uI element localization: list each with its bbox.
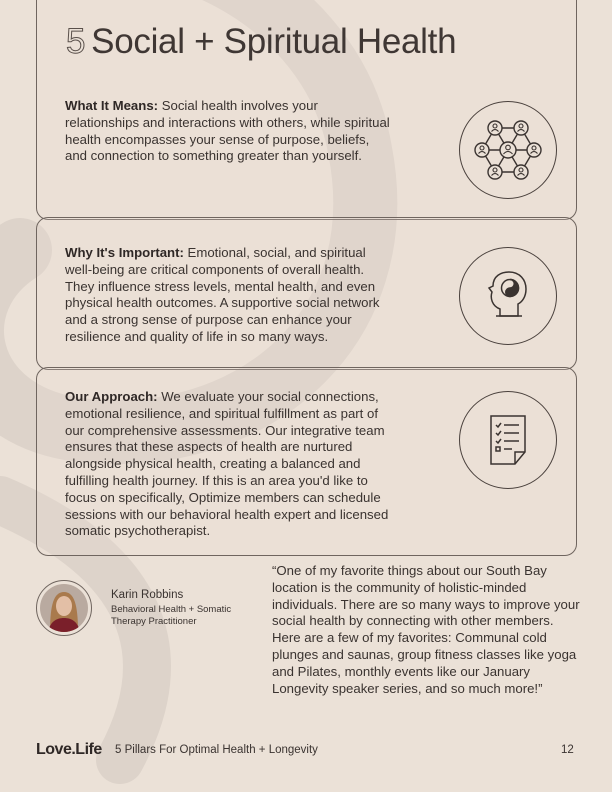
what-it-means-paragraph bbox=[65, 98, 390, 165]
our-approach-text: We evaluate your social connections, emotional resilience, and spiritual fulfillment as part of our comprehensive assessments. Our integrative team ensures that these aspects of health are nurtured alongside physical health, creating a balanced and fulfilling health journey. If this is an area you'd like to focus on specifically, Optimize members can schedule sessions with our behavioral health expert and licensed somatic psychotherapist. bbox=[65, 389, 389, 539]
community-network-icon bbox=[459, 101, 557, 199]
testimonial-name: Karin Robbins bbox=[111, 589, 184, 601]
checklist-document-icon bbox=[459, 391, 557, 489]
our-approach-label: Our Approach: bbox=[65, 389, 158, 404]
our-approach-paragraph bbox=[65, 389, 390, 540]
section-title: Social + Spiritual Health bbox=[91, 22, 457, 61]
page-title bbox=[66, 22, 456, 62]
yin-yang-head-icon bbox=[459, 247, 557, 345]
testimonial-quote: “One of my favorite things about our South Bay location is the community of holistic-minded individuals. There are so many ways to improve your social health by connecting with other members. Here are a few of my favorites: Communal cold plunges and saunas, group fitness classes like yoga and Pilates, monthly events like our January Longevity speaker series, and so much more!” bbox=[272, 563, 580, 696]
why-important-text: Emotional, social, and spiritual well-being are critical components of overall health. They influence stress levels, mental health, and even physical health outcomes. A supportive social network and a strong sense of purpose can enhance your resilience and quality of life in so many ways. bbox=[65, 245, 380, 344]
what-it-means-label: What It Means: bbox=[65, 98, 159, 113]
page-number: 12 bbox=[561, 744, 574, 756]
why-important-label: Why It's Important: bbox=[65, 245, 184, 260]
brand-logo: Love.Life bbox=[36, 741, 102, 758]
what-it-means-text: Social health involves your relationships and interactions with others, while spiritual health encompasses your sense of purpose, beliefs, and connection to something greater than yourself. bbox=[65, 98, 390, 164]
section-number: 5 bbox=[66, 22, 86, 61]
why-important-paragraph bbox=[65, 245, 390, 346]
avatar bbox=[36, 580, 92, 636]
footer-tagline: 5 Pillars For Optimal Health + Longevity bbox=[115, 744, 318, 756]
testimonial-role: Behavioral Health + Somatic Therapy Practitioner bbox=[111, 604, 232, 627]
